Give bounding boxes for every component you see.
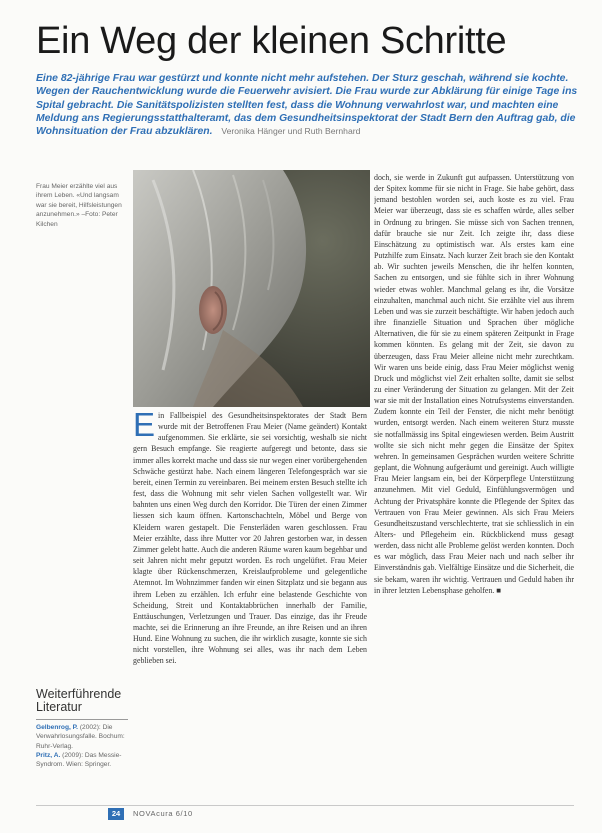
references-divider xyxy=(36,719,128,720)
photo-caption: Frau Meier erzählte viel aus ihrem Leben. «Und langsam war sie bereit, Hilfsleistungen anzunehmen.» –Foto: Peter Kilchen xyxy=(36,183,122,228)
elderly-woman-photo xyxy=(133,170,370,407)
reference-item xyxy=(36,751,128,770)
reference-author: Pritz, A. xyxy=(36,751,61,759)
body-column-2 xyxy=(133,410,367,815)
body-column-3 xyxy=(374,172,574,800)
paragraph-col3 xyxy=(374,172,574,596)
article-title: Ein Weg der kleinen Schritte xyxy=(36,20,507,62)
journal-name: NOVAcura 6/10 xyxy=(133,809,193,818)
reference-text: (2009): Das Messie-Syndrom. Wien: Springer. xyxy=(36,751,122,769)
reference-item xyxy=(36,723,128,751)
lead-text: Eine 82-jährige Frau war gestürzt und konnte nicht mehr aufstehen. Der Sturz geschah, während sie kochte. Wegen der Rauchentwicklung wurde die Feuerwehr avisiert. Die Frau wurde zur Abklärung für einige Tage ins Spital gebracht. Die Sanitätspolizisten stellten fest, dass die Wohnung verwahrlost war, und machten eine Meldung ans Regierungsstatthalteramt, das dem Gesundheitsinspektorat der Stadt Bern den Auftrag gab, die Wohnsituation der Frau abzuklären. xyxy=(36,73,578,138)
article-photo xyxy=(133,170,370,407)
footer-divider xyxy=(36,805,574,806)
references-heading: Weiterführende Literatur xyxy=(36,687,122,714)
drop-cap: E xyxy=(133,410,156,443)
col3-text: doch, sie werde in Zukunft gut aufpassen. Unterstützung von der Spitex komme für sie nicht in Frage. Sie habe gehört, dass jemand bestohlen worden sei, auch koste es zu viel. Frau Meier war überzeugt, dass sie es schaffen würde, alles selber in Ordnung zu bringen. Sie müsse sich von Sachen trennen, dafür brauche sie nur Zeit. Ich zeigte ihr, dass diese Einschätzung zu optimistisch war. Als erstes kam eine Putzhilfe zum Einsatz. Nach kurzer Zeit brach sie den Kontakt ab. Wir suchten jeweils Menschen, die ihr helfen konnten, Sachen zu entsorgen, und sie fühlte sich in ihrer Wohnung wieder etwas wohler. Manchmal gelang es ihr, die Vorsätze einzuhalten, manchmal auch nicht. Sie erzählte viel aus ihrem Leben und was sie zurzeit beschäftigte. Wir haben jedoch auch ihre finanzielle Situation und Sprachen über mögliche Alternativen, die für sie zu einem späteren Zeitpunkt in Frage kommen könnten. Es gelang mit der Zeit, sie davon zu überzeugen, dass Frau Meier alleine nicht mehr zurechtkam. Wir waren uns beide einig, dass Frau Meier möglichst wenig Druck und möglichst viel Zeit erhalten sollte, damit sie selbst zu einer Veränderung der Situation zu gelangen. Mit der Zeit war sie mit der Installation eines Notrufsystems einverstanden. Zudem konnte ein Teil der Fenster, die nicht mehr benötigt wurden, entsorgt werden. Nach einem weiteren Sturz musste sie notfallmässig ins Spital eingewiesen werden. Beim Austritt wollte sie sich nicht mehr gegen die Einsätze der Spitex wehren. In gemeinsamen Gesprächen wurden weitere Schritte geplant, die Wohnung aufgeräumt und gereinigt. Auch willigte Frau Meier langsam ein, bei der Körperpflege Unterstützung anzunehmen. Mit viel Geduld, Einfühlungsvermögen und Achtung der Privatsphäre konnte die Pflegende der Spitex das Vertrauen von Frau Meier gewinnen. Als sich Frau Meiers Gesundheitszustand verschlechterte, trat sie schliesslich in ein Alters- und Pflegeheim ein. Rückblickend muss gesagt werden, dass nicht alle Probleme gelöst werden konnten. Doch es war möglich, dass Frau Meier nach und nach selber ihr Einverständnis gab. Vielfältige Einsätze und die Sicherheit, die sie bekam, waren ihr wichtig. Vertrauen und Geduld haben ihr in ihrer letzten Lebensphase geholfen. xyxy=(374,173,574,595)
article-lead xyxy=(36,72,584,138)
col2-text: in Fallbeispiel des Gesundheitsinspektorates der Stadt Bern wurde mit der Betroffenen Frau Meier (Name geändert) Kontakt aufgenommen. Sie erklärte, sie sei vorsichtig, weshalb sie nicht gern Besuch empfange. Sie reagierte aufgeregt und betonte, dass sie immer alles korrekt mache und dass sie nur wegen einer vorübergehenden Schwäche gestürzt habe. Nach einem längeren Telefongespräch war sie bereit, einen Termin zu vereinbaren. Bei meinem ersten Besuch stellte ich fest, dass die Wohnung mit sehr vielen Sachen vollgestellt war. Wir bahnten uns einen Weg durch den Korridor. Die Türen der einen Zimmer liessen sich kaum öffnen. Kartonschachteln, Möbel und Berge von Kleidern waren gestapelt. Die Fensterläden waren geschlossen. Frau Meier erzählte, dass ihre Mutter vor 20 Jahren gestorben war, in dessen Zimmer gelebt hatte. Auch die anderen Räume waren kaum begehbar und seit Jahren nicht mehr geputzt worden. Es roch ungelüftet. Frau Meier klagte über Rückenschmerzen, Kreislaufprobleme und gelegentliche Atemnot. Im Wohnzimmer fanden wir einen Sitzplatz und sie begann aus ihrem Leben zu erzählen. Ich erfuhr eine belastende Geschichte von Scheidung, Streit und Kontaktabbrüchen innerhalb der Familie, Enttäuschungen, Verletzungen und Trauer. Das einzige, das ihr Freude machte, sei die Erinnerung an ihre Freunde, an ihre Reisen und an ihren Hund. Eine Wohnung zu suchen, die ihr wirklich zusagte, konnte sie sich nicht vorstellen, ihre Wohnung sei alles, was ihr nach dem Leben geblieben sei. xyxy=(133,411,367,666)
page-number: 24 xyxy=(108,808,124,820)
references-list xyxy=(36,723,128,769)
end-marker: ■ xyxy=(496,585,502,595)
paragraph-col2 xyxy=(133,410,367,667)
byline: Veronika Hänger und Ruth Bernhard xyxy=(221,126,361,137)
reference-author: Gelbenrog, P. xyxy=(36,724,79,731)
reference-text: (2002): Die Verwahrlosungsfalle. Bochum: Ruhr-Verlag. xyxy=(36,724,125,750)
